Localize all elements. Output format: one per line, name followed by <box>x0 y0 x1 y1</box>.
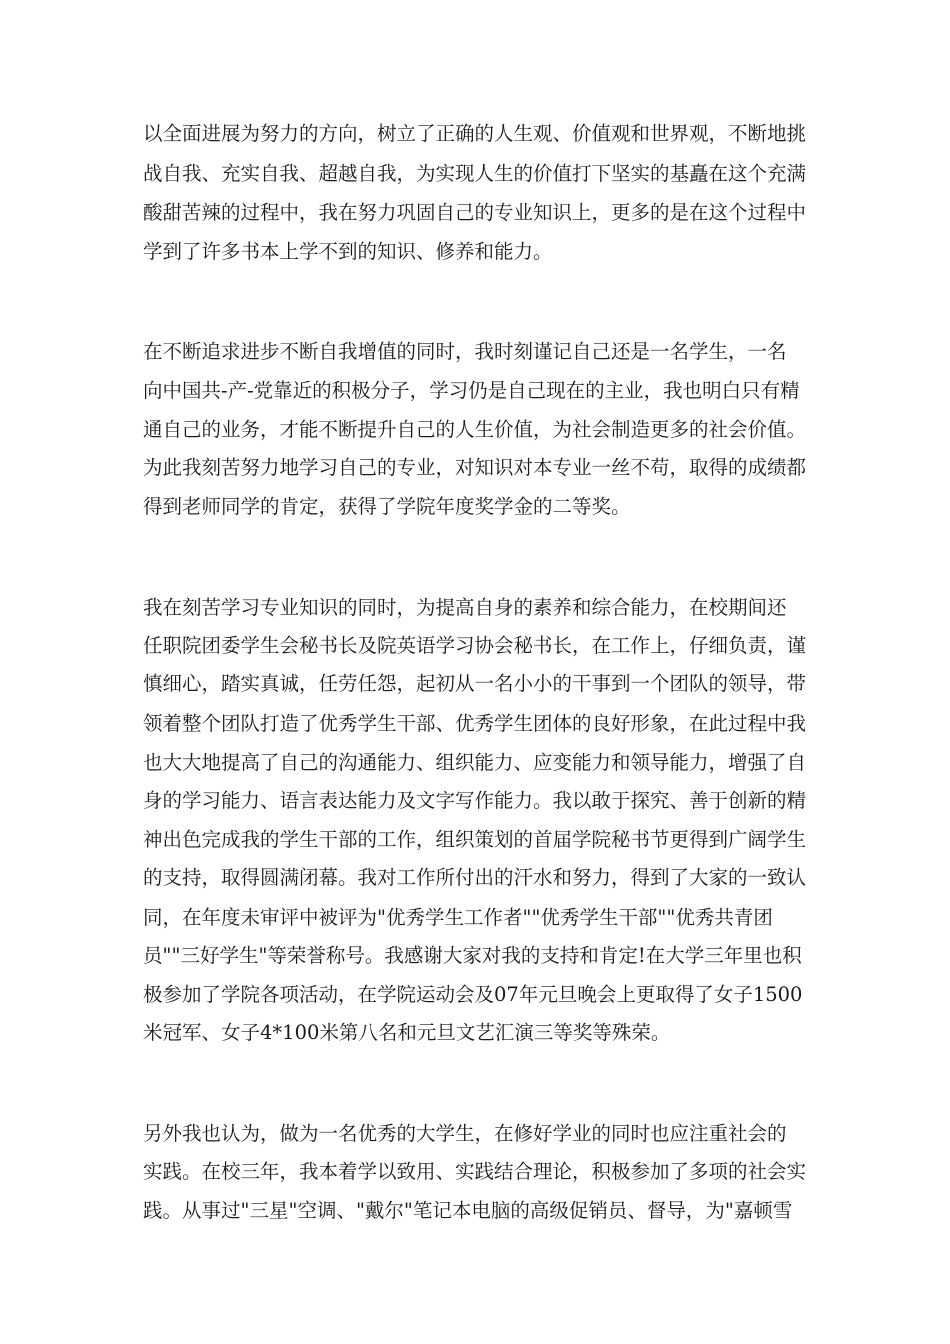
paragraph-1-line-3: 酸甜苦辣的过程中，我在努力巩固自己的专业知识上，更多的是在这个过程中 <box>143 201 807 224</box>
paragraph-3-line-1: 我在刻苦学习专业知识的同时，为提高自身的素养和综合能力，在校期间还 <box>143 596 787 619</box>
paragraph-2-line-5: 得到老师同学的肯定，获得了学院年度奖学金的二等奖。 <box>143 495 631 518</box>
paragraph-3-line-11: 极参加了学院各项活动，在学院运动会及07年元旦晚会上更取得了女子1500 <box>143 983 803 1006</box>
paragraph-4-line-3: 践。从事过"三星"空调、"戴尔"笔记本电脑的高级促销员、督导，为"嘉顿雪 <box>143 1199 793 1222</box>
paragraph-2-line-1: 在不断追求进步不断自我增值的同时，我时刻谨记自己还是一名学生，一名 <box>143 340 787 363</box>
paragraph-3-line-4: 领着整个团队打造了优秀学生干部、优秀学生团体的良好形象，在此过程中我 <box>143 712 807 735</box>
paragraph-1-line-2: 战自我、充实自我、超越自我，为实现人生的价值打下坚实的基矗在这个充满 <box>143 162 807 185</box>
paragraph-3-line-5: 也大大地提高了自己的沟通能力、组织能力、应变能力和领导能力，增强了自 <box>143 751 807 774</box>
paragraph-2-line-2: 向中国共-产-党靠近的积极分子，学习仍是自己现在的主业，我也明白只有精 <box>143 379 800 402</box>
paragraph-2-line-3: 通自己的业务，才能不断提升自己的人生价值，为社会制造更多的社会价值。 <box>143 418 807 441</box>
paragraph-3-line-10: 员""三好学生"等荣誉称号。我感谢大家对我的支持和肯定!在大学三年里也积 <box>143 944 802 967</box>
paragraph-3-line-12: 米冠军、女子4*100米第八名和元旦文艺汇演三等奖等殊荣。 <box>143 1021 671 1044</box>
paragraph-3-line-6: 身的学习能力、语言表达能力及文字写作能力。我以敢于探究、善于创新的精 <box>143 789 807 812</box>
paragraph-4-line-2: 实践。在校三年，我本着学以致用、实践结合理论，积极参加了多项的社会实 <box>143 1160 807 1183</box>
paragraph-3-line-8: 的支持，取得圆满闭幕。我对工作所付出的汗水和努力，得到了大家的一致认 <box>143 866 807 889</box>
paragraph-1-line-1: 以全面进展为努力的方向，树立了正确的人生观、价值观和世界观，不断地挑 <box>143 122 807 145</box>
paragraph-4-line-1: 另外我也认为，做为一名优秀的大学生，在修好学业的同时也应注重社会的 <box>143 1122 787 1145</box>
paragraph-3-line-2: 任职院团委学生会秘书长及院英语学习协会秘书长，在工作上，仔细负责，谨 <box>143 634 807 657</box>
paragraph-3-line-3: 慎细心，踏实真诚，任劳任怨，起初从一名小小的干事到一个团队的领导，带 <box>143 672 807 695</box>
paragraph-3-line-9: 同，在年度未审评中被评为"优秀学生工作者""优秀学生干部""优秀共青团 <box>143 906 773 929</box>
paragraph-3-line-7: 神出色完成我的学生干部的工作，组织策划的首届学院秘书节更得到广阔学生 <box>143 828 807 851</box>
paragraph-1-line-4: 学到了许多书本上学不到的知识、修养和能力。 <box>143 240 553 263</box>
paragraph-2-line-4: 为此我刻苦努力地学习自己的专业，对知识对本专业一丝不苟，取得的成绩都 <box>143 456 807 479</box>
